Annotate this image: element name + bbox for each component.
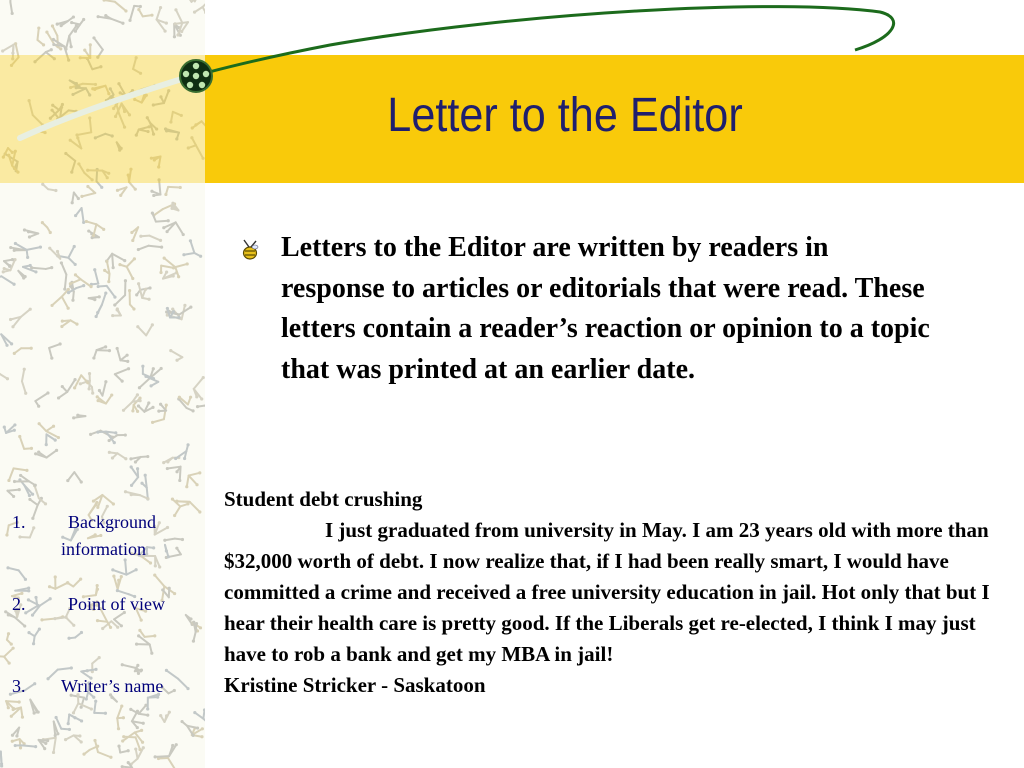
letter-headline: Student debt crushing: [224, 487, 423, 511]
list-item-label: Background: [68, 512, 156, 532]
sample-letter: [224, 484, 999, 701]
letter-parts-list: [0, 0, 210, 768]
bee-bullet-icon: [238, 238, 262, 262]
slide-title: Letter to the Editor: [387, 89, 743, 142]
list-item-number: 1.: [12, 512, 26, 532]
letter-body: I just graduated from university in May. I am 23 years old with more than $32,000 worth of debt. I now realize that, if I had been really smart, I would have committed a crime and received a free university education in jail. Hot only that but I hear their health care is pretty good. If the Liberals get re-elected, I think I may just have to rob a bank and get my MBA in jail!: [224, 518, 990, 666]
list-item-label-continued: information: [61, 539, 146, 559]
list-item-label: Writer’s name: [61, 676, 164, 696]
list-item-label: Point of view: [68, 594, 165, 614]
letter-signature: Kristine Stricker - Saskatoon: [224, 673, 486, 697]
list-item-number: 2.: [12, 594, 26, 614]
bullet-text: Letters to the Editor are written by readers in response to articles or editorials that were read. These letters contain a reader’s reaction or opinion to a topic that was printed at an earlier date.: [281, 232, 930, 385]
letter-body-paragraph: [224, 515, 999, 670]
list-item-number: 3.: [12, 676, 26, 696]
